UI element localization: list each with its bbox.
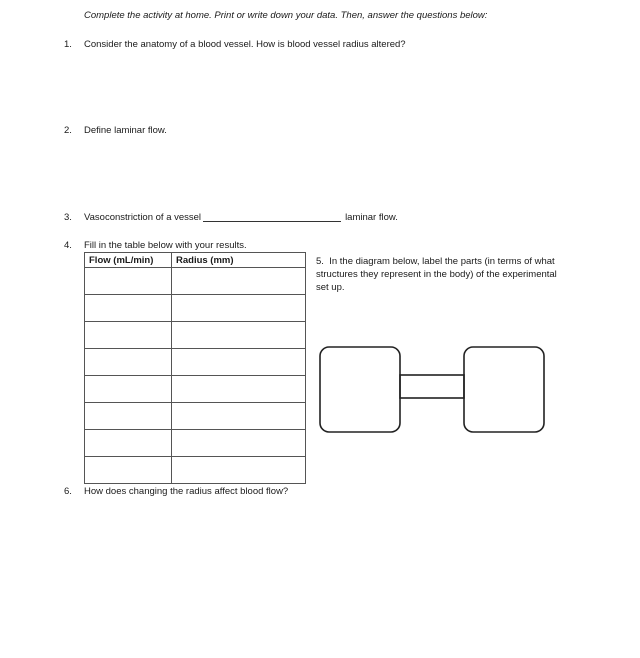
question-1-text: Consider the anatomy of a blood vessel. How is blood vessel radius altered? (84, 39, 406, 50)
question-5-number: 5. (316, 256, 324, 267)
flow-column-header: Flow (mL/min) (85, 253, 172, 268)
question-4-number: 4. (64, 240, 72, 251)
flow-cell[interactable] (85, 268, 172, 295)
experimental-setup-diagram (318, 344, 548, 436)
flow-cell[interactable] (85, 322, 172, 349)
radius-cell[interactable] (172, 349, 306, 376)
flow-cell[interactable] (85, 403, 172, 430)
question-2-number: 2. (64, 125, 72, 136)
question-6-number: 6. (64, 486, 72, 497)
question-3-text-before: Vasoconstriction of a vessel (84, 212, 202, 223)
question-3-number: 3. (64, 212, 72, 223)
flow-cell[interactable] (85, 376, 172, 403)
table-row (85, 457, 306, 484)
question-5-text: In the diagram below, label the parts (in terms of what structures they represent in the body) of the experimental set up. (316, 256, 557, 293)
table-row (85, 376, 306, 403)
flow-cell[interactable] (85, 349, 172, 376)
flow-cell[interactable] (85, 295, 172, 322)
question-2 (64, 125, 167, 136)
radius-cell[interactable] (172, 403, 306, 430)
radius-cell[interactable] (172, 322, 306, 349)
table-row (85, 295, 306, 322)
radius-cell[interactable] (172, 295, 306, 322)
instructions-text: Complete the activity at home. Print or write down your data. Then, answer the questions below: (84, 10, 488, 21)
radius-column-header: Radius (mm) (172, 253, 306, 268)
question-3-text-after: laminar flow. (345, 212, 398, 223)
question-3 (64, 212, 398, 223)
results-table (84, 252, 306, 484)
right-chamber (464, 347, 544, 432)
table-header-row (85, 253, 306, 268)
table-row (85, 349, 306, 376)
radius-cell[interactable] (172, 376, 306, 403)
question-1 (64, 39, 406, 50)
question-6 (64, 486, 288, 497)
table-row (85, 430, 306, 457)
table-row (85, 403, 306, 430)
connecting-tube (400, 375, 464, 398)
flow-cell[interactable] (85, 430, 172, 457)
radius-cell[interactable] (172, 430, 306, 457)
question-5 (316, 255, 566, 294)
table-row (85, 322, 306, 349)
table-row (85, 268, 306, 295)
question-6-text: How does changing the radius affect blood flow? (84, 486, 289, 497)
radius-cell[interactable] (172, 268, 306, 295)
question-1-number: 1. (64, 39, 72, 50)
left-chamber (320, 347, 400, 432)
question-4-text: Fill in the table below with your results. (84, 240, 247, 251)
flow-cell[interactable] (85, 457, 172, 484)
question-4 (64, 240, 247, 251)
question-3-blank[interactable] (203, 212, 341, 222)
radius-cell[interactable] (172, 457, 306, 484)
question-2-text: Define laminar flow. (84, 125, 167, 136)
